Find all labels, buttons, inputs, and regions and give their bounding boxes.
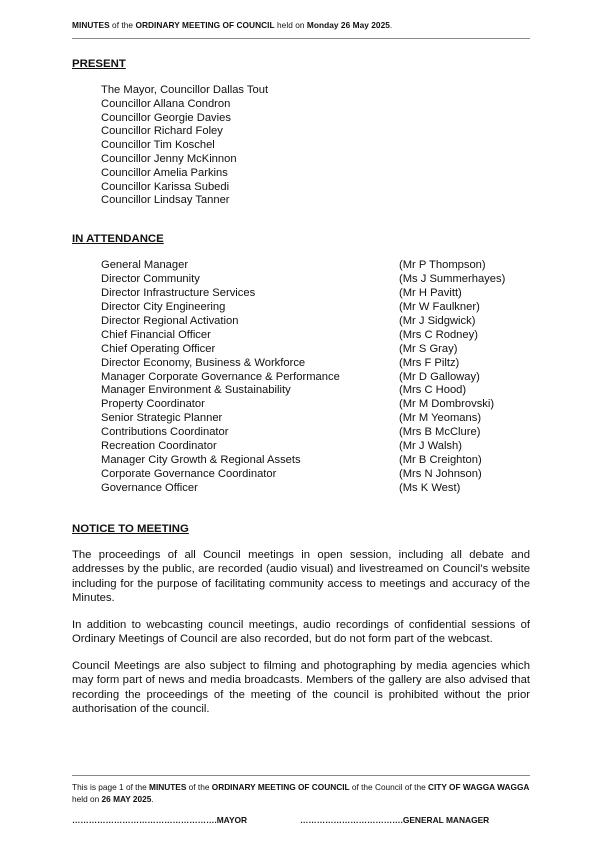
attendance-row bbox=[101, 482, 541, 496]
footer-meeting-type: ORDINARY MEETING OF COUNCIL bbox=[211, 782, 350, 792]
attendance-role: Senior Strategic Planner bbox=[101, 412, 223, 425]
attendance-name: (Mr S Gray) bbox=[399, 342, 458, 355]
attendance-row bbox=[101, 273, 541, 287]
attendance-role: General Manager bbox=[101, 259, 189, 271]
attendance-row bbox=[101, 412, 541, 426]
present-member: The Mayor, Councillor Dallas Tout bbox=[101, 84, 269, 96]
footer-date: 26 MAY 2025 bbox=[101, 794, 152, 804]
notice-paragraph-1: The proceedings of all Council meetings in open session, including all debate and addresses by the public, are recorded (audio visual) and livestreamed on Council’s website including for the purpose of facilitating community access to meetings and accuracy of the Minutes. bbox=[72, 549, 530, 605]
attendance-row bbox=[101, 468, 541, 482]
footer-text-2: of the bbox=[186, 782, 212, 792]
present-member: Councillor Georgie Davies bbox=[101, 111, 231, 124]
attendance-name: (Mrs C Hood) bbox=[399, 384, 467, 397]
present-member: Councillor Karissa Subedi bbox=[101, 180, 230, 193]
mayor-signature-line: …………………………………………….MAYOR bbox=[72, 815, 248, 825]
header-minutes: MINUTES bbox=[72, 20, 110, 30]
present-member: Councillor Allana Condron bbox=[101, 97, 231, 110]
attendance-row bbox=[101, 398, 541, 412]
attendance-row bbox=[101, 315, 541, 329]
attendance-row bbox=[101, 343, 541, 357]
present-member: Councillor Amelia Parkins bbox=[101, 166, 228, 179]
attendance-role: Director Community bbox=[101, 272, 200, 285]
attendance-role: Director Infrastructure Services bbox=[101, 286, 256, 299]
attendance-name: (Mr W Faulkner) bbox=[399, 300, 480, 313]
attendance-row bbox=[101, 357, 541, 371]
footer-text-4: held on bbox=[72, 794, 102, 804]
attendance-name: (Ms K West) bbox=[399, 482, 461, 494]
attendance-role: Chief Operating Officer bbox=[101, 342, 216, 355]
attendance-row bbox=[101, 371, 541, 385]
attendance-role: Director City Engineering bbox=[101, 300, 226, 313]
attendance-name: (Mr D Galloway) bbox=[399, 370, 480, 383]
notice-paragraph-3: Council Meetings are also subject to filming and photographing by media agencies which may form part of news and media broadcasts. Members of the gallery are also advised that recording the proceedings of the meeting of the council is prohibited without the prior authorisation of the council. bbox=[72, 660, 530, 716]
attendance-row bbox=[101, 454, 541, 468]
attendance-row bbox=[101, 426, 541, 440]
attendance-name: (Mrs N Johnson) bbox=[399, 468, 482, 481]
attendance-role: Director Economy, Business & Workforce bbox=[101, 356, 306, 369]
attendance-row bbox=[101, 384, 541, 398]
attendance-role: Corporate Governance Coordinator bbox=[101, 468, 277, 481]
footer-text-5: . bbox=[151, 794, 154, 804]
notice-paragraph-2: In addition to webcasting council meetings, audio recordings of confidential sessions of Ordinary Meetings of Council are also recorded, but do not form part of the webcast. bbox=[72, 619, 530, 646]
footer-text-3: of the Council of the bbox=[349, 782, 428, 792]
attendance-row bbox=[101, 287, 541, 301]
attendance-role: Manager City Growth & Regional Assets bbox=[101, 454, 301, 467]
attendance-name: (Mr B Creighton) bbox=[399, 454, 482, 467]
page-footer bbox=[72, 781, 530, 805]
attendance-row bbox=[101, 259, 541, 273]
notice-heading: NOTICE TO MEETING bbox=[72, 523, 189, 535]
footer-text-1: This is page 1 of the bbox=[72, 782, 150, 792]
attendance-role: Manager Environment & Sustainability bbox=[101, 384, 291, 397]
header-meeting-type: ORDINARY MEETING OF COUNCIL bbox=[135, 20, 275, 30]
present-member: Councillor Richard Foley bbox=[101, 125, 223, 138]
present-member: Councillor Lindsay Tanner bbox=[101, 194, 230, 207]
present-heading: PRESENT bbox=[72, 58, 126, 70]
present-member: Councillor Jenny McKinnon bbox=[101, 152, 237, 165]
attendance-name: (Mrs C Rodney) bbox=[399, 328, 478, 341]
attendance-heading: IN ATTENDANCE bbox=[72, 233, 164, 245]
attendance-row bbox=[101, 301, 541, 315]
attendance-list bbox=[101, 259, 541, 496]
attendance-name: (Mr H Pavitt) bbox=[399, 286, 462, 299]
footer-minutes: MINUTES bbox=[149, 782, 187, 792]
attendance-role: Manager Corporate Governance & Performance bbox=[101, 370, 340, 383]
footer-divider bbox=[72, 775, 530, 776]
attendance-name: (Mrs F Piltz) bbox=[399, 356, 460, 369]
attendance-role: Contributions Coordinator bbox=[101, 426, 229, 439]
attendance-row bbox=[101, 440, 541, 454]
footer-council-name: CITY OF WAGGA WAGGA bbox=[428, 782, 530, 792]
header-divider bbox=[72, 38, 530, 39]
attendance-name: (Mr M Yeomans) bbox=[399, 412, 482, 425]
header-text-3: . bbox=[389, 20, 393, 30]
header-text-1: of the bbox=[109, 20, 136, 30]
attendance-name: (Mrs B McClure) bbox=[399, 426, 481, 439]
page-header bbox=[72, 20, 530, 30]
attendance-role: Chief Financial Officer bbox=[101, 328, 211, 341]
attendance-role: Property Coordinator bbox=[101, 398, 205, 411]
attendance-name: (Mr J Walsh) bbox=[399, 440, 462, 453]
attendance-role: Director Regional Activation bbox=[101, 314, 239, 327]
attendance-row bbox=[101, 329, 541, 343]
attendance-role: Governance Officer bbox=[101, 482, 198, 494]
header-date: Monday 26 May 2025 bbox=[306, 20, 390, 30]
header-text-2: held on bbox=[274, 20, 307, 30]
attendance-role: Recreation Coordinator bbox=[101, 440, 217, 453]
attendance-name: (Mr P Thompson) bbox=[399, 259, 486, 271]
attendance-name: (Mr J Sidgwick) bbox=[399, 314, 476, 327]
present-member: Councillor Tim Koschel bbox=[101, 139, 215, 152]
attendance-name: (Mr M Dombrovski) bbox=[399, 398, 495, 411]
attendance-name: (Ms J Summerhayes) bbox=[399, 272, 506, 285]
general-manager-signature-line: ……………………………….GENERAL MANAGER bbox=[300, 815, 490, 825]
present-list bbox=[101, 84, 268, 208]
